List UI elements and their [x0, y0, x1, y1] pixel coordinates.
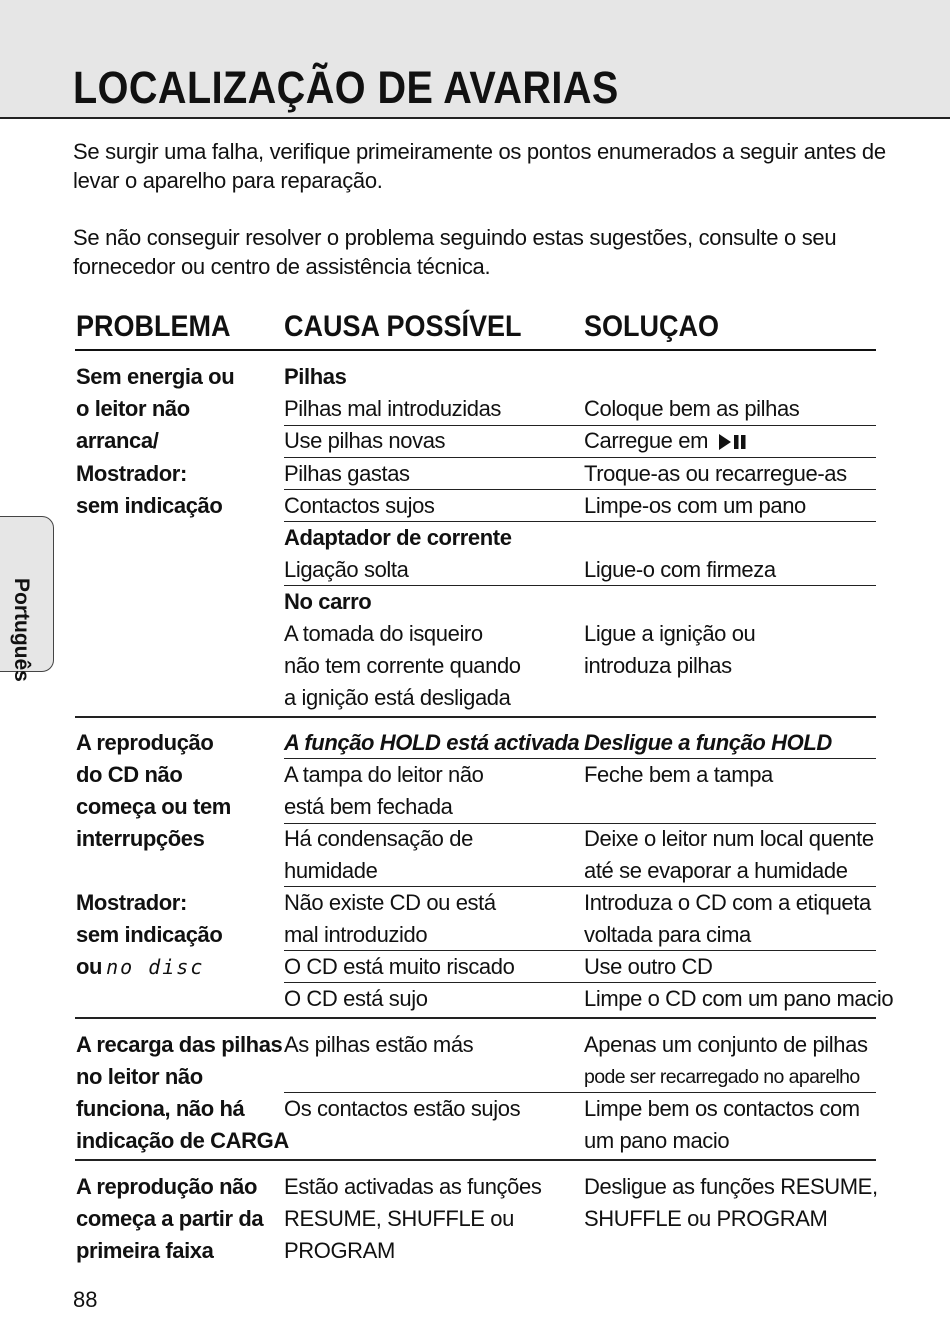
intro-paragraph-1 [73, 137, 933, 195]
s1-solution: Ligue a ignição ou [584, 621, 756, 646]
s1-cause: Use pilhas novas [284, 428, 446, 453]
section-divider [75, 1017, 876, 1019]
header-cause: CAUSA POSSÍVEL [284, 310, 522, 343]
s1-solution-text: Carregue em [584, 428, 708, 453]
row-divider [284, 585, 876, 586]
intro-2-line-2: fornecedor ou centro de assistência técnica. [73, 254, 491, 279]
s2-problem-or-display [76, 951, 204, 983]
s1-solution: Ligue-o com firmeza [584, 557, 776, 582]
s1-problem-line: arranca/ [76, 428, 159, 453]
s1-cause: Ligação solta [284, 557, 409, 582]
s2-problem-line: sem indicação [76, 922, 223, 947]
s1-problem-line: Mostrador: [76, 461, 187, 486]
s2-cause: Há condensação de [284, 826, 473, 851]
s1-group-heading-batteries: Pilhas [284, 364, 347, 389]
s1-problem-line: Sem energia ou [76, 364, 235, 389]
s2-cause: A tampa do leitor não [284, 762, 484, 787]
s1-solution: Troque-as ou recarregue-as [584, 461, 847, 486]
s3-solution: pode ser recarregado no aparelho [584, 1066, 860, 1088]
s2-problem-line: interrupções [76, 826, 205, 851]
s2-solution: até se evaporar a humidade [584, 858, 848, 883]
lcd-no-disc-text: no disc [106, 955, 205, 979]
s1-group-heading-adapter: Adaptador de corrente [284, 525, 512, 550]
s2-solution: Feche bem a tampa [584, 762, 773, 787]
s1-problem-line: o leitor não [76, 396, 190, 421]
section-divider [75, 716, 876, 718]
s2-cause: mal introduzido [284, 922, 428, 947]
s1-cause: Pilhas gastas [284, 461, 410, 486]
s3-solution: Apenas um conjunto de pilhas [584, 1032, 868, 1057]
s1-group-heading-car: No carro [284, 589, 372, 614]
header-problem: PROBLEMA [76, 310, 231, 343]
side-tab-label: Português [10, 578, 33, 682]
s4-solution: Desligue as funções RESUME, [584, 1174, 878, 1199]
s2-solution: Limpe o CD com um pano macio [584, 986, 894, 1011]
s2-problem-line: Mostrador: [76, 890, 187, 915]
language-side-tab [0, 516, 54, 682]
s4-problem-line: primeira faixa [76, 1238, 214, 1263]
play-pause-icon [718, 433, 750, 451]
s2-problem-line: do CD não [76, 762, 183, 787]
s1-solution: introduza pilhas [584, 653, 732, 678]
s4-cause: PROGRAM [284, 1238, 395, 1263]
s3-solution: Limpe bem os contactos com [584, 1096, 860, 1121]
s2-cause: Não existe CD ou está [284, 890, 496, 915]
s3-solution: um pano macio [584, 1128, 730, 1153]
s3-problem-line: no leitor não [76, 1064, 203, 1089]
header-divider [75, 349, 876, 351]
s4-problem-line: A reprodução não [76, 1174, 258, 1199]
s1-cause: não tem corrente quando [284, 653, 521, 678]
s1-solution: Limpe-os com um pano [584, 493, 806, 518]
s3-cause: As pilhas estão más [284, 1032, 474, 1057]
s1-solution: Coloque bem as pilhas [584, 396, 800, 421]
s2-solution: Desligue a função HOLD [584, 730, 832, 755]
s2-solution: Introduza o CD com a etiqueta [584, 890, 871, 915]
intro-2-line-1: Se não conseguir resolver o problema seguindo estas sugestões, consulte o seu [73, 225, 837, 250]
s3-cause: Os contactos estão sujos [284, 1096, 521, 1121]
s3-problem-line: A recarga das pilhas [76, 1032, 283, 1057]
s4-problem-line: começa a partir da [76, 1206, 264, 1231]
s2-problem-line: começa ou tem [76, 794, 231, 819]
s1-problem-line: sem indicação [76, 493, 223, 518]
s2-cause: humidade [284, 858, 378, 883]
page-number: 88 [73, 1287, 98, 1312]
header-solution: SOLUÇAO [584, 310, 719, 343]
intro-paragraph-2 [73, 223, 933, 281]
s2-solution: voltada para cima [584, 922, 751, 947]
intro-1-line-2: levar o aparelho para reparação. [73, 168, 383, 193]
s2-cause: O CD está muito riscado [284, 954, 515, 979]
s2-cause: A função HOLD está activada [284, 730, 580, 755]
s3-problem-line: funciona, não há [76, 1096, 245, 1121]
s1-cause: a ignição está desligada [284, 685, 511, 710]
intro-1-line-1: Se surgir uma falha, verifique primeiramente os pontos enumerados a seguir antes de [73, 139, 886, 164]
s1-cause: Contactos sujos [284, 493, 435, 518]
section-divider [75, 1159, 876, 1161]
s2-solution: Use outro CD [584, 954, 713, 979]
s1-solution-play-pause [584, 425, 750, 457]
page-title: LOCALIZAÇÃO DE AVARIAS [73, 62, 619, 113]
s4-solution: SHUFFLE ou PROGRAM [584, 1206, 828, 1231]
s2-problem-line: A reprodução [76, 730, 214, 755]
s4-cause: RESUME, SHUFFLE ou [284, 1206, 514, 1231]
s2-cause: O CD está sujo [284, 986, 428, 1011]
s3-problem-line: indicação de CARGA [76, 1128, 289, 1153]
s2-cause: está bem fechada [284, 794, 453, 819]
s1-cause: Pilhas mal introduzidas [284, 396, 502, 421]
s2-solution: Deixe o leitor num local quente [584, 826, 874, 851]
s2-problem-or: ou [76, 954, 103, 979]
s4-cause: Estão activadas as funções [284, 1174, 542, 1199]
s1-cause: A tomada do isqueiro [284, 621, 483, 646]
